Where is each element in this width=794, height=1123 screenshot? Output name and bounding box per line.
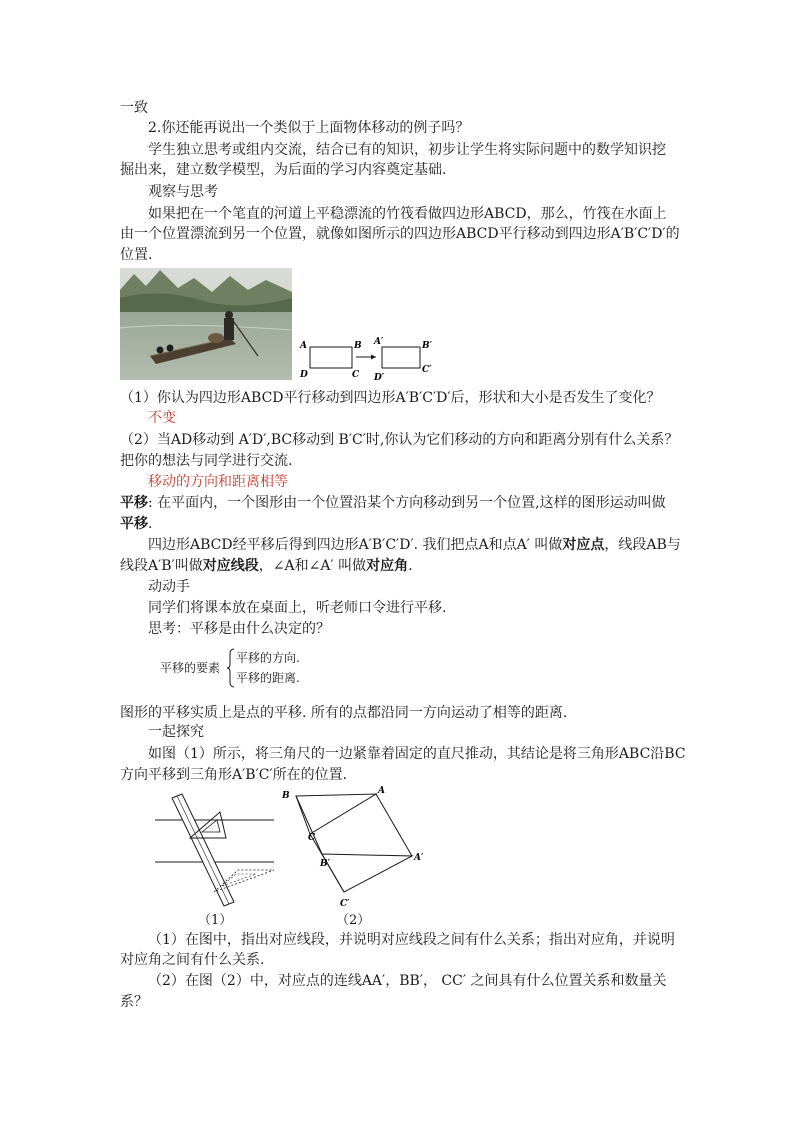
section-heading: 动动手: [148, 579, 190, 595]
question-2: （2）当AD移动到 A′D′,BC移动到 B′C′时,你认为它们移动的方向和距离分别有什么关系？: [120, 432, 679, 448]
term-corresponding-segments: 对应线段: [202, 558, 259, 574]
label-c: C: [308, 833, 316, 843]
text-line: 由一个位置漂流到另一个位置，就像如图所示的四边形ABCD平行移动到四边形A′B′C′D′的: [120, 226, 680, 242]
text-line: 图形的平移实质上是点的平移. 所有的点都沿同一方向运动了相等的距离.: [120, 705, 568, 721]
concept-text: ，∠A和∠A′ 叫做: [258, 558, 367, 574]
definition-line: [120, 514, 680, 534]
answer-1: 不变: [148, 410, 176, 426]
section-heading: 观察与思考: [148, 184, 218, 200]
term-corresponding-points: 对应点: [562, 537, 605, 553]
concept-text: ，线段AB与: [604, 537, 681, 553]
elements-label: 平移的要素: [160, 661, 221, 675]
text-line: 掘出来，建立数学模型，为后面的学习内容奠定基础.: [120, 162, 447, 178]
quadrilateral-abcd: [310, 347, 352, 368]
text-line: 系？: [120, 994, 148, 1010]
definition-line: [120, 493, 680, 513]
label-b-prime: B′: [422, 341, 432, 351]
question-3: （1）在图中，指出对应线段，并说明对应线段之间有什么关系；指出对应角，并说明: [148, 932, 675, 948]
label-b: B: [282, 791, 290, 801]
label-c-prime: C′: [422, 365, 432, 375]
concept-text: 四边形ABCD经平移后得到四边形A′B′C′D′. 我们把点A和点A′ 叫做: [148, 537, 563, 553]
ruler-triangle-figure: [150, 790, 280, 910]
label-d: D: [300, 370, 308, 380]
label-b: B: [354, 341, 362, 351]
figure-caption-2: （2）: [336, 913, 371, 928]
brace-icon: [226, 648, 236, 688]
rectangle-translation-diagram: [296, 334, 438, 384]
label-a: A: [300, 341, 307, 351]
triangle-abc: [296, 794, 376, 834]
definition-text: : 在平面内，一个图形由一个位置沿某个方向移动到另一个位置,这样的图形运动叫做: [148, 495, 666, 511]
segment-aa2: [376, 794, 412, 856]
text-line: 学生独立思考或组内交流，结合已有的知识，初步让学生将实际问题中的数学知识挖: [148, 142, 666, 158]
label-d-prime: D′: [374, 373, 385, 383]
text-line: 同学们将课本放在桌面上，听老师口令进行平移.: [148, 600, 447, 616]
question-4: （2）在图（2）中，对应点的连线AA′，BB′， CC′ 之间具有什么位置关系和数量关: [148, 973, 667, 989]
text-line: 2.你还能再说出一个类似于上面物体移动的例子吗？: [148, 120, 470, 136]
label-c: C: [352, 370, 360, 380]
element-direction: 平移的方向.: [236, 651, 300, 665]
label-c-prime: C′: [340, 899, 350, 909]
label-a-prime: A′: [374, 337, 384, 347]
concept-line: [148, 535, 708, 555]
label-a: A: [378, 786, 385, 796]
definition-end: .: [148, 516, 153, 532]
text-line: 一致: [120, 100, 148, 116]
text-line: 如果把在一个笔直的河道上平稳漂流的竹筏看做四边形ABCD，那么，竹筏在水面上: [148, 206, 667, 222]
question-1: （1）你认为四边形ABCD平行移动到四边形A′B′C′D′后，形状和大小是否发生了变化？: [120, 390, 661, 406]
triangle-translation-figure: [280, 784, 430, 910]
triangle-a2b2c2: [322, 854, 412, 892]
term-corresponding-angles: 对应角: [366, 558, 409, 574]
concept-line: [120, 556, 680, 576]
concept-end: .: [408, 558, 413, 574]
definition-term: 平移: [120, 495, 148, 511]
text-line: 把你的想法与同学进行交流.: [120, 453, 293, 469]
concept-text: 线段A′B′叫做: [120, 558, 203, 574]
section-heading: 一起探究: [148, 724, 204, 740]
definition-term: 平移: [120, 516, 148, 532]
text-line: 位置.: [120, 247, 153, 263]
answer-2: 移动的方向和距离相等: [148, 474, 288, 490]
quadrilateral-a2b2c2d2: [382, 347, 420, 368]
label-b-prime: B′: [320, 859, 330, 869]
figure-caption-1: （1）: [198, 913, 233, 928]
label-a-prime: A′: [414, 853, 424, 863]
element-distance: 平移的距离.: [236, 671, 300, 685]
text-line: 思考：平移是由什么决定的？: [148, 621, 330, 637]
text-line: 对应角之间有什么关系.: [120, 952, 265, 968]
text-line: 方向平移到三角形A′B′C′所在的位置.: [120, 767, 348, 783]
segment-bb2: [296, 796, 322, 854]
text-line: 如图（1）所示，将三角尺的一边紧靠着固定的直尺推动，其结论是将三角形ABC沿BC: [148, 746, 686, 762]
raft-photo: [120, 268, 292, 380]
translation-elements: [160, 648, 380, 688]
